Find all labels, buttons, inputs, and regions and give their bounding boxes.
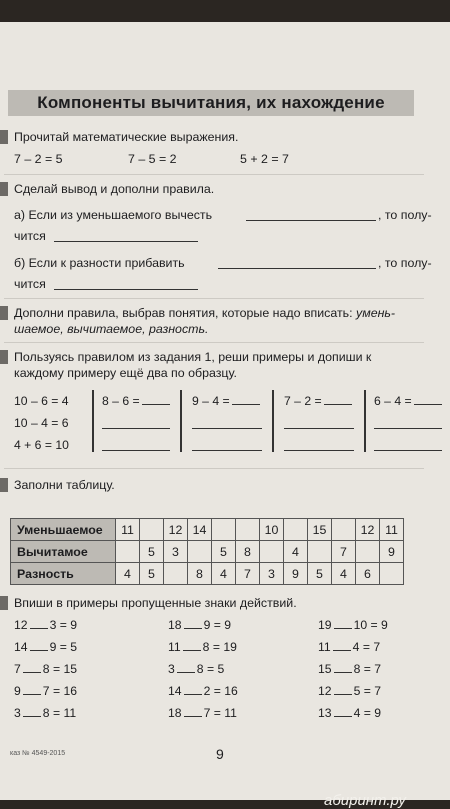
- table-cell[interactable]: 7: [236, 563, 260, 585]
- table-cell[interactable]: [188, 541, 212, 563]
- operand-right: 8 = 7: [353, 662, 382, 676]
- operand-right: 2 = 16: [203, 684, 238, 698]
- rule-a-blank-1[interactable]: [246, 220, 376, 221]
- sign-blank[interactable]: [23, 684, 41, 695]
- sign-blank[interactable]: [333, 640, 351, 651]
- sign-example: [14, 706, 76, 720]
- task4-line2: каждому примеру ещё два по образцу.: [14, 366, 237, 380]
- sign-example: [168, 618, 231, 632]
- task1-expression-1: 7 – 2 = 5: [14, 152, 63, 166]
- sample-example-1: 10 – 6 = 4: [14, 394, 69, 408]
- table-row-minuend: [11, 519, 404, 541]
- task3-marker: [0, 306, 8, 320]
- task1-instruction: Прочитай математические выражения.: [14, 130, 239, 144]
- sign-example: [318, 640, 380, 654]
- sign-example: [318, 684, 381, 698]
- title-band: [8, 90, 414, 116]
- sign-blank[interactable]: [334, 662, 352, 673]
- task3-line1-italic: умень-: [356, 306, 396, 320]
- sign-example: [14, 640, 77, 654]
- sign-blank[interactable]: [177, 662, 195, 673]
- rule-b-blank-2[interactable]: [54, 289, 198, 290]
- operand-left: 14: [168, 684, 182, 698]
- table-cell[interactable]: 4: [332, 563, 356, 585]
- operand-left: 12: [318, 684, 332, 698]
- table-cell[interactable]: 7: [332, 541, 356, 563]
- table-cell[interactable]: 15: [308, 519, 332, 541]
- example-3-answer-3[interactable]: [284, 450, 354, 451]
- sign-blank[interactable]: [334, 684, 352, 695]
- rule-b-blank-1[interactable]: [218, 268, 376, 269]
- table-cell[interactable]: [308, 541, 332, 563]
- separator: [4, 342, 424, 343]
- rule-a-blank-2[interactable]: [54, 241, 198, 242]
- table-cell[interactable]: [116, 541, 140, 563]
- task4-marker: [0, 350, 8, 364]
- worksheet-page: [0, 22, 450, 809]
- operand-left: 15: [318, 662, 332, 676]
- operand-right: 4 = 9: [353, 706, 382, 720]
- separator: [4, 174, 424, 175]
- table-cell[interactable]: 5: [140, 541, 164, 563]
- rule-b-end: , то полу-: [378, 256, 432, 270]
- table-cell[interactable]: 3: [260, 563, 284, 585]
- operand-right: 8 = 5: [196, 662, 225, 676]
- operand-right: 9 = 5: [49, 640, 78, 654]
- example-1: 8 – 6 =: [102, 394, 170, 408]
- divider: [180, 390, 182, 452]
- task1-marker: [0, 130, 8, 144]
- sign-blank[interactable]: [30, 640, 48, 651]
- table-cell[interactable]: 4: [284, 541, 308, 563]
- operand-left: 7: [14, 662, 21, 676]
- sign-example: [14, 662, 77, 676]
- table-cell[interactable]: 12: [164, 519, 188, 541]
- example-2: 9 – 4 =: [192, 394, 260, 408]
- table-cell[interactable]: 8: [236, 541, 260, 563]
- task5-marker: [0, 478, 8, 492]
- table-cell[interactable]: 11: [116, 519, 140, 541]
- sign-blank[interactable]: [23, 706, 41, 717]
- sample-example-3: 4 + 6 = 10: [14, 438, 69, 452]
- example-4-answer-3[interactable]: [374, 450, 442, 451]
- table-row-subtrahend: [11, 541, 404, 563]
- table-cell[interactable]: [260, 541, 284, 563]
- example-4: 6 – 4 =: [374, 394, 442, 408]
- sign-blank[interactable]: [334, 706, 352, 717]
- sign-blank[interactable]: [184, 684, 202, 695]
- table-cell[interactable]: [380, 563, 404, 585]
- table-cell[interactable]: 12: [356, 519, 380, 541]
- divider: [92, 390, 94, 452]
- task3-line1-text: Дополни правила, выбрав понятия, которые надо вписать:: [14, 306, 353, 320]
- sign-example: [168, 640, 237, 654]
- sign-blank[interactable]: [184, 706, 202, 717]
- operand-right: 9 = 9: [203, 618, 232, 632]
- page-title: Компоненты вычитания, их нахождение: [37, 93, 385, 112]
- operand-right: 7 = 11: [203, 706, 237, 720]
- sign-example: [318, 662, 381, 676]
- table-cell[interactable]: 14: [188, 519, 212, 541]
- table-cell[interactable]: [332, 519, 356, 541]
- task3-line2: шаемое, вычитаемое, разность.: [14, 322, 209, 336]
- sign-example: [168, 706, 237, 720]
- example-1-answer-2[interactable]: [102, 428, 170, 429]
- row-label: Вычитамое: [11, 541, 116, 563]
- task4-line1: Пользуясь правилом из задания 1, реши примеры и допиши к: [14, 350, 372, 364]
- separator: [4, 298, 424, 299]
- task1-expression-2: 7 – 5 = 2: [128, 152, 177, 166]
- table-cell[interactable]: [140, 519, 164, 541]
- operand-right: 7 = 16: [42, 684, 78, 698]
- watermark: абиринт.ру: [324, 792, 406, 809]
- sign-example: [168, 662, 224, 676]
- rule-a-end: , то полу-: [378, 208, 432, 222]
- operand-right: 8 = 15: [42, 662, 78, 676]
- operand-left: 9: [14, 684, 21, 698]
- example-4-answer-2[interactable]: [374, 428, 442, 429]
- operand-right: 5 = 7: [353, 684, 382, 698]
- table-cell[interactable]: 6: [356, 563, 380, 585]
- table-cell[interactable]: [212, 519, 236, 541]
- sign-blank[interactable]: [30, 618, 48, 629]
- rule-b-start: б) Если к разности прибавить: [14, 256, 185, 270]
- sign-example: [318, 706, 381, 720]
- table-cell[interactable]: [356, 541, 380, 563]
- task2-instruction: Сделай вывод и дополни правила.: [14, 182, 215, 196]
- operand-left: 11: [168, 640, 181, 654]
- operand-right: 10 = 9: [353, 618, 388, 632]
- task1-expression-3: 5 + 2 = 7: [240, 152, 289, 166]
- table-cell[interactable]: 4: [116, 563, 140, 585]
- example-1-answer-3[interactable]: [102, 450, 170, 451]
- operand-left: 14: [14, 640, 28, 654]
- operand-right: 3 = 9: [49, 618, 78, 632]
- rule-a-start: а) Если из уменьшаемого вычесть: [14, 208, 213, 222]
- sign-blank[interactable]: [23, 662, 41, 673]
- table-cell[interactable]: 10: [260, 519, 284, 541]
- example-3: 7 – 2 =: [284, 394, 352, 408]
- sign-example: [14, 684, 77, 698]
- sign-blank[interactable]: [184, 618, 202, 629]
- table-cell[interactable]: 4: [212, 563, 236, 585]
- sign-example: [14, 618, 77, 632]
- sign-example: [168, 684, 238, 698]
- task6-instruction: Впиши в примеры пропущенные знаки действий.: [14, 596, 297, 610]
- table-cell[interactable]: [284, 519, 308, 541]
- operand-left: 18: [168, 618, 182, 632]
- operand-left: 18: [168, 706, 182, 720]
- rule-b-cont: чится: [14, 277, 46, 291]
- example-2-answer-2[interactable]: [192, 428, 262, 429]
- sign-blank[interactable]: [334, 618, 352, 629]
- table-cell[interactable]: [164, 563, 188, 585]
- table-cell[interactable]: 11: [380, 519, 404, 541]
- table-cell[interactable]: 5: [212, 541, 236, 563]
- operand-left: 12: [14, 618, 28, 632]
- sign-blank[interactable]: [183, 640, 201, 651]
- fill-table: [10, 518, 404, 585]
- operand-right: 4 = 7: [352, 640, 381, 654]
- divider: [272, 390, 274, 452]
- table-cell[interactable]: 9: [284, 563, 308, 585]
- operand-left: 13: [318, 706, 332, 720]
- print-footer: каз № 4549-2015: [10, 750, 66, 757]
- sign-example: [318, 618, 388, 632]
- table-cell[interactable]: 3: [164, 541, 188, 563]
- table-cell[interactable]: 5: [308, 563, 332, 585]
- rule-a-cont: чится: [14, 229, 46, 243]
- operand-left: 3: [168, 662, 175, 676]
- sample-example-2: 10 – 4 = 6: [14, 416, 69, 430]
- row-label: Разность: [11, 563, 116, 585]
- task5-instruction: Заполни таблицу.: [14, 478, 115, 492]
- operand-left: 11: [318, 640, 331, 654]
- table-cell[interactable]: 9: [380, 541, 404, 563]
- task2-marker: [0, 182, 8, 196]
- operand-left: 19: [318, 618, 332, 632]
- separator: [4, 468, 424, 469]
- example-3-answer-2[interactable]: [284, 428, 354, 429]
- operand-right: 8 = 11: [42, 706, 77, 720]
- task6-marker: [0, 596, 8, 610]
- task3-line1: [14, 306, 395, 320]
- page-number: 9: [216, 746, 224, 762]
- table-cell[interactable]: [236, 519, 260, 541]
- table-row-difference: [11, 563, 404, 585]
- example-2-answer-3[interactable]: [192, 450, 262, 451]
- operand-right: 8 = 19: [202, 640, 237, 654]
- divider: [364, 390, 366, 452]
- operand-left: 3: [14, 706, 21, 720]
- row-label: Уменьшаемое: [11, 519, 116, 541]
- table-cell[interactable]: 8: [188, 563, 212, 585]
- table-cell[interactable]: 5: [140, 563, 164, 585]
